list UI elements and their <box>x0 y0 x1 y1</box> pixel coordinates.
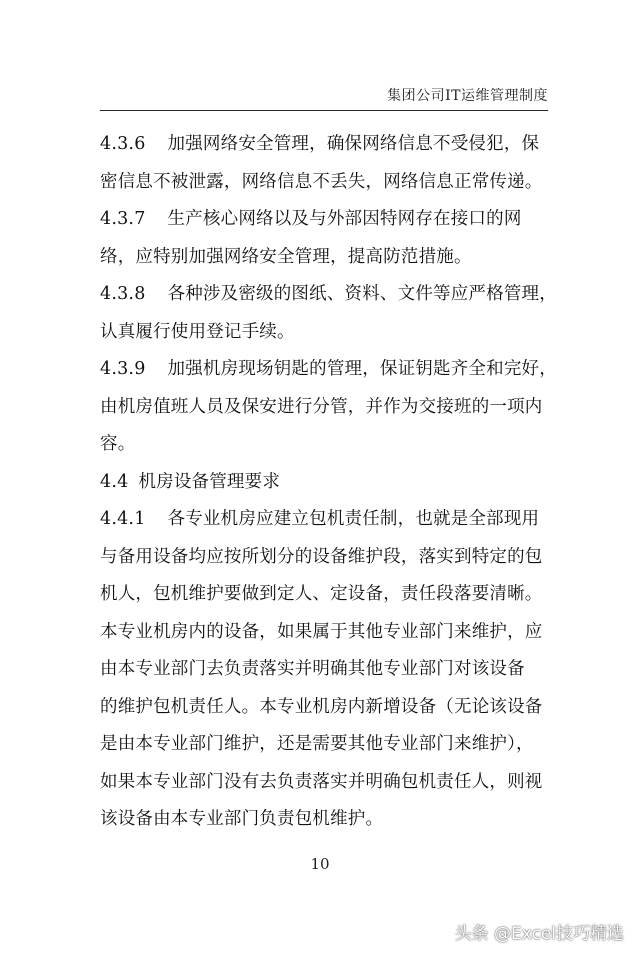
section-line <box>100 501 550 539</box>
section-number: 4.3.9 <box>100 359 146 379</box>
section-line <box>100 201 550 239</box>
section-text: 是由本专业部门维护，还是需要其他专业部门来维护）， <box>100 734 534 754</box>
section-line <box>100 651 550 689</box>
section-text: 与备用设备均应按所划分的设备维护段，落实到特定的包 <box>100 546 543 567</box>
section-text: 加强网络安全管理，确保网络信息不受侵犯，保 <box>167 134 540 154</box>
section-text: 本专业机房内的设备，如果属于其他专业部门来维护，应 <box>100 621 543 642</box>
section-text: 机人，包机维护要做到定人、定设备，责任段落要清晰。 <box>100 584 543 604</box>
section-text: 生产核心网络以及与外部因特网存在接口的网 <box>167 209 522 229</box>
section-line <box>100 389 550 427</box>
section-line <box>100 126 550 164</box>
section-line <box>100 314 550 352</box>
section-line <box>100 576 550 614</box>
section-heading-text: 机房设备管理要求 <box>138 471 281 492</box>
section-line <box>100 539 550 577</box>
section-line <box>100 239 550 277</box>
document-body <box>100 126 557 839</box>
section-line <box>100 726 550 764</box>
section-number: 4.3.8 <box>100 284 146 304</box>
section-text: 容。 <box>100 434 136 454</box>
page-header <box>100 84 548 111</box>
section-line <box>100 614 550 652</box>
section-line <box>100 276 557 314</box>
section-text: 络，应特别加强网络安全管理，提高防范措施。 <box>100 246 472 267</box>
watermark: 头条 @Excel技巧精选 <box>454 924 624 944</box>
section-text: 由机房值班人员及保安进行分管，并作为交接班的一项内 <box>100 396 543 417</box>
section-text: 各种涉及密级的图纸、资料、文件等应严格管理， <box>167 284 557 304</box>
section-text: 密信息不被泄露，网络信息不丢失，网络信息正常传递。 <box>100 171 543 192</box>
header-title: 集团公司IT运维管理制度 <box>387 88 548 104</box>
section-text: 认真履行使用登记手续。 <box>100 321 295 342</box>
section-line <box>100 426 550 464</box>
section-line <box>100 801 550 839</box>
section-line <box>100 351 557 389</box>
section-text: 的维护包机责任人。本专业机房内新增设备（无论该设备 <box>100 696 543 717</box>
section-text: 由本专业部门去负责落实并明确其他专业部门对该设备 <box>100 659 525 679</box>
section-text: 该设备由本专业部门负责包机维护。 <box>100 809 384 829</box>
section-line <box>100 689 550 727</box>
section-number: 4.4 <box>100 471 129 492</box>
section-line <box>100 764 550 802</box>
section-number: 4.4.1 <box>100 509 146 529</box>
section-line <box>100 164 550 202</box>
section-text: 各专业机房应建立包机责任制，也就是全部现用 <box>167 509 540 529</box>
section-text: 加强机房现场钥匙的管理，保证钥匙齐全和完好， <box>167 359 557 379</box>
section-number: 4.3.7 <box>100 209 146 229</box>
page-number: 10 <box>310 855 330 873</box>
section-number: 4.3.6 <box>100 134 146 154</box>
section-heading <box>100 464 550 502</box>
section-text: 如果本专业部门没有去负责落实并明确包机责任人，则视 <box>100 771 543 792</box>
